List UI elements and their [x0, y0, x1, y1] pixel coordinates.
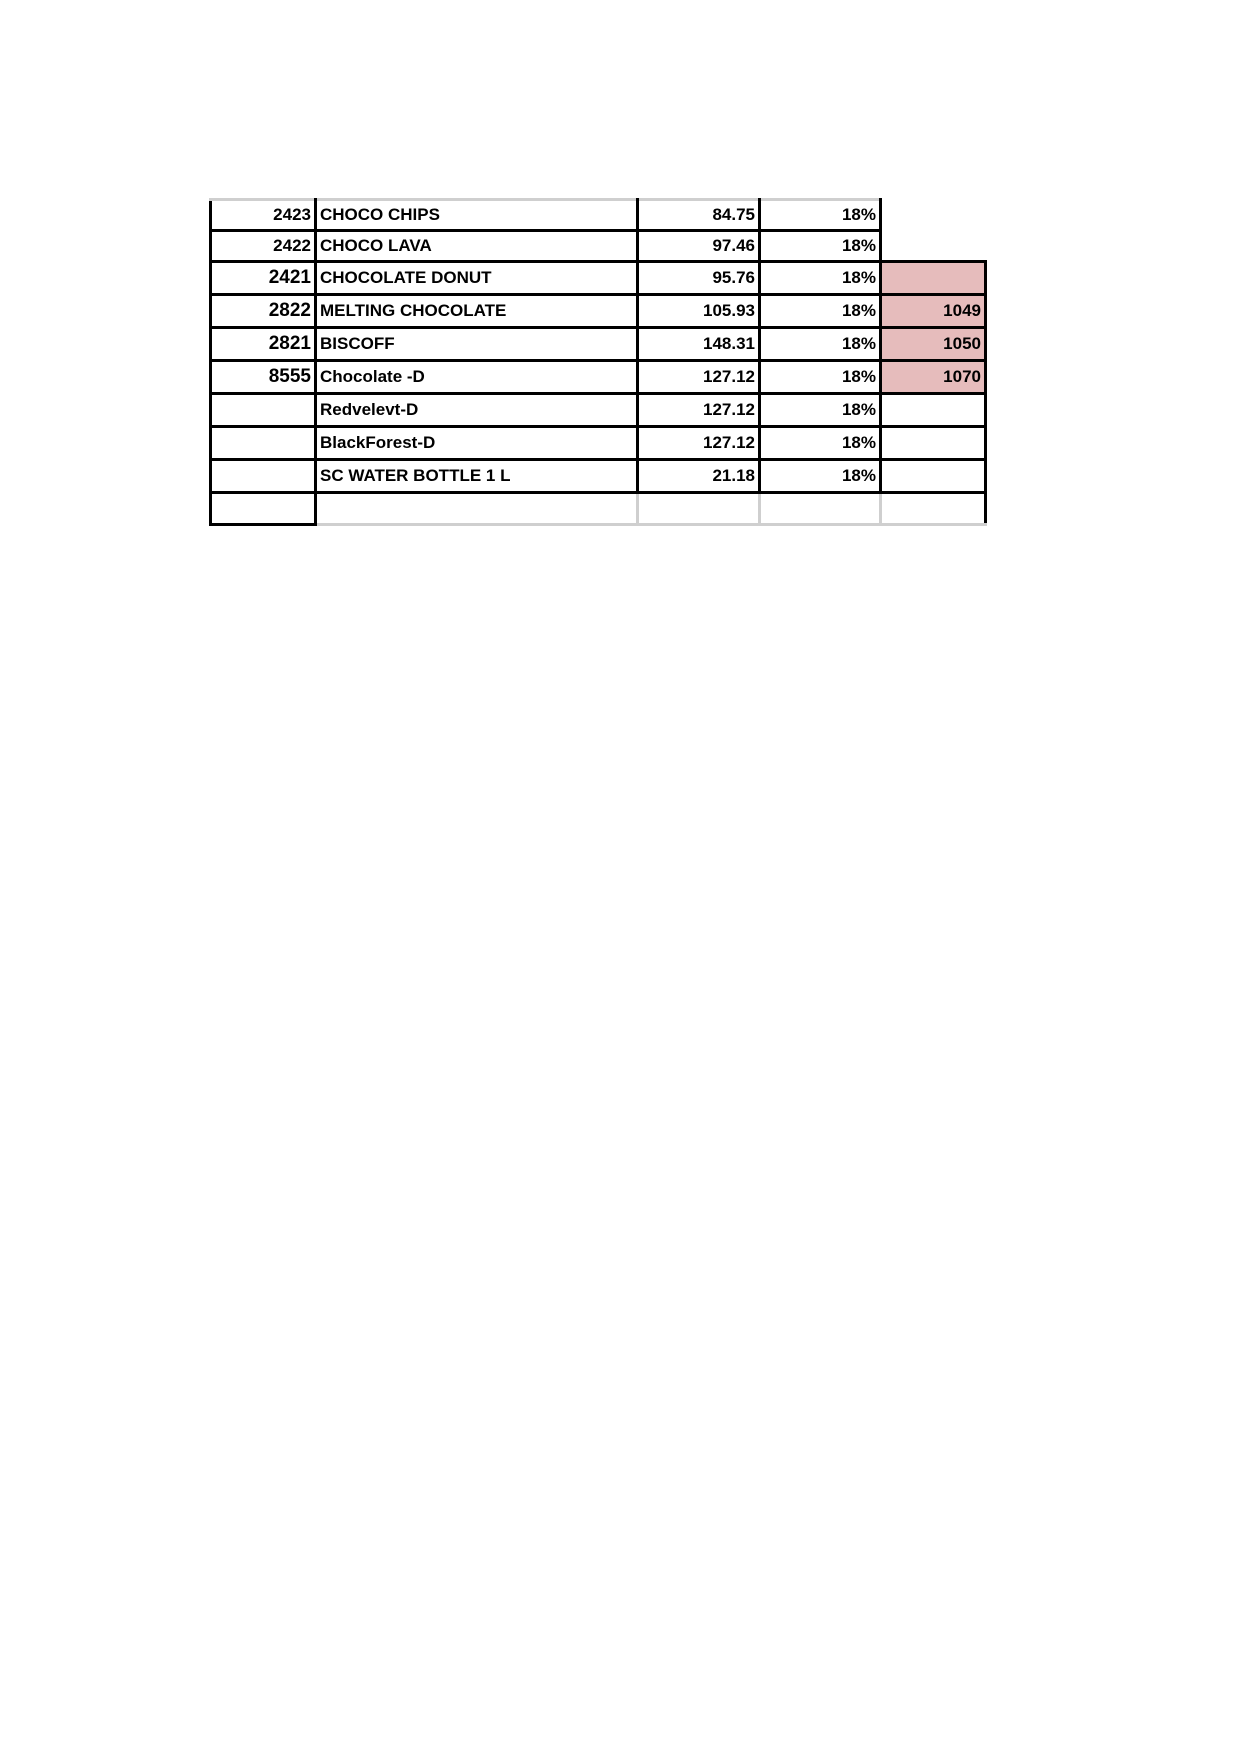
empty-code-cell[interactable]: [211, 493, 316, 525]
item-tax-cell[interactable]: 18%: [760, 328, 881, 361]
item-extra-cell[interactable]: [881, 427, 986, 460]
empty-extra-cell[interactable]: [881, 493, 986, 525]
item-extra-cell[interactable]: [881, 200, 986, 231]
table-row: [211, 295, 986, 328]
table-row: [211, 200, 986, 231]
item-name-cell[interactable]: CHOCOLATE DONUT: [316, 262, 638, 295]
item-price-cell[interactable]: 105.93: [638, 295, 760, 328]
item-price-cell[interactable]: 95.76: [638, 262, 760, 295]
item-code-cell[interactable]: [211, 394, 316, 427]
item-price-cell[interactable]: 97.46: [638, 231, 760, 262]
table-row: [211, 231, 986, 262]
empty-name-cell[interactable]: [316, 493, 638, 525]
item-price-cell[interactable]: 127.12: [638, 394, 760, 427]
item-code-cell[interactable]: 2423: [211, 200, 316, 231]
item-price-cell[interactable]: 127.12: [638, 361, 760, 394]
item-name-cell[interactable]: BISCOFF: [316, 328, 638, 361]
item-code-cell[interactable]: 8555: [211, 361, 316, 394]
product-table: [209, 198, 987, 526]
item-price-cell[interactable]: 21.18: [638, 460, 760, 493]
item-extra-cell-highlighted[interactable]: [881, 262, 986, 295]
item-name-cell[interactable]: Redvelevt-D: [316, 394, 638, 427]
table-row: [211, 427, 986, 460]
item-tax-cell[interactable]: 18%: [760, 200, 881, 231]
item-name-cell[interactable]: CHOCO CHIPS: [316, 200, 638, 231]
item-code-cell[interactable]: 2821: [211, 328, 316, 361]
item-code-cell[interactable]: 2421: [211, 262, 316, 295]
item-name-cell[interactable]: BlackForest-D: [316, 427, 638, 460]
item-name-cell[interactable]: Chocolate -D: [316, 361, 638, 394]
item-extra-cell-highlighted[interactable]: 1070: [881, 361, 986, 394]
item-tax-cell[interactable]: 18%: [760, 262, 881, 295]
item-price-cell[interactable]: 148.31: [638, 328, 760, 361]
item-code-cell[interactable]: 2422: [211, 231, 316, 262]
item-tax-cell[interactable]: 18%: [760, 361, 881, 394]
table-row: [211, 394, 986, 427]
item-tax-cell[interactable]: 18%: [760, 295, 881, 328]
item-code-cell[interactable]: [211, 460, 316, 493]
item-tax-cell[interactable]: 18%: [760, 231, 881, 262]
table-row: [211, 460, 986, 493]
empty-price-cell[interactable]: [638, 493, 760, 525]
item-code-cell[interactable]: [211, 427, 316, 460]
item-name-cell[interactable]: CHOCO LAVA: [316, 231, 638, 262]
item-name-cell[interactable]: SC WATER BOTTLE 1 L: [316, 460, 638, 493]
table-row: [211, 262, 986, 295]
table-row: [211, 361, 986, 394]
item-extra-cell[interactable]: [881, 394, 986, 427]
item-tax-cell[interactable]: 18%: [760, 427, 881, 460]
item-name-cell[interactable]: MELTING CHOCOLATE: [316, 295, 638, 328]
item-code-cell[interactable]: 2822: [211, 295, 316, 328]
item-tax-cell[interactable]: 18%: [760, 460, 881, 493]
item-extra-cell[interactable]: [881, 460, 986, 493]
item-extra-cell[interactable]: [881, 231, 986, 262]
item-extra-cell-highlighted[interactable]: 1049: [881, 295, 986, 328]
item-price-cell[interactable]: 127.12: [638, 427, 760, 460]
table-row: [211, 328, 986, 361]
item-tax-cell[interactable]: 18%: [760, 394, 881, 427]
item-price-cell[interactable]: 84.75: [638, 200, 760, 231]
table-row-empty: [211, 493, 986, 525]
item-extra-cell-highlighted[interactable]: 1050: [881, 328, 986, 361]
empty-tax-cell[interactable]: [760, 493, 881, 525]
